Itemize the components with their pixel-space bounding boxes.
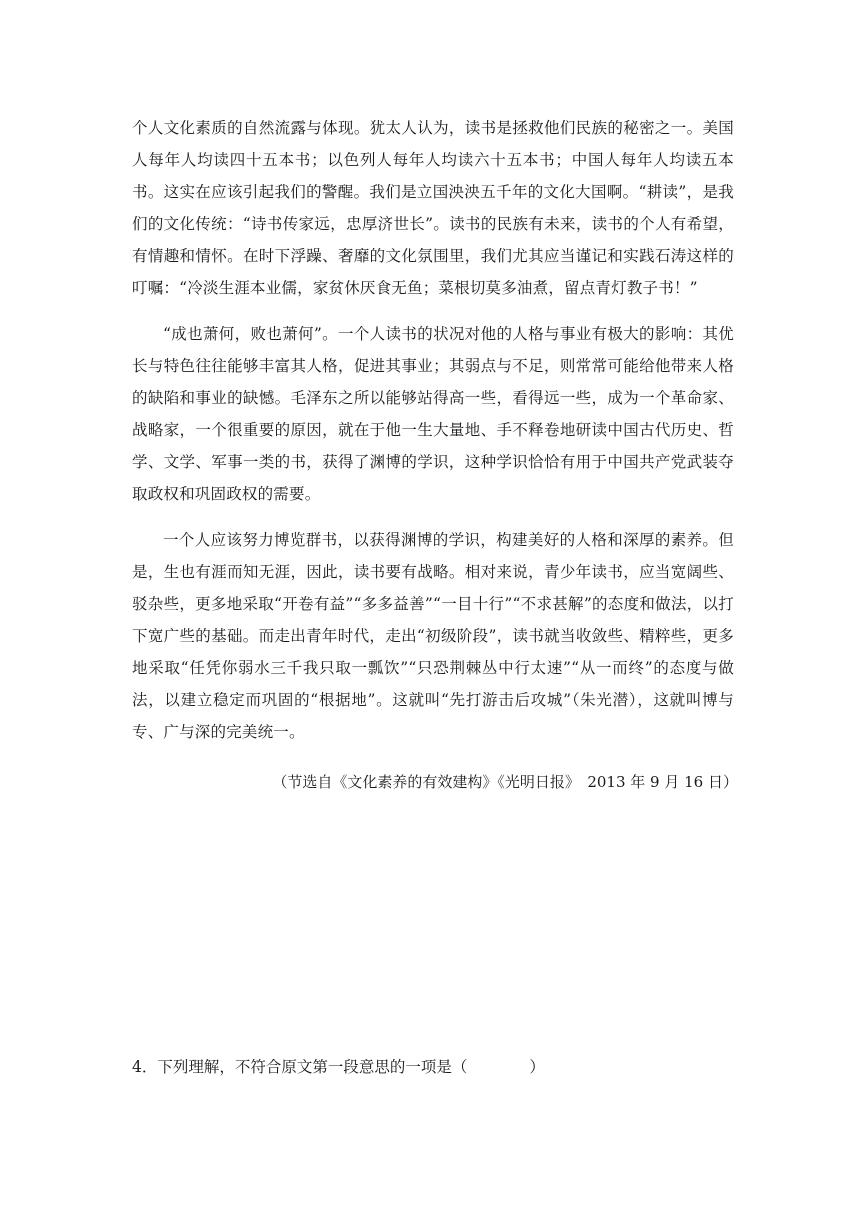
paragraph-1: 个人文化素质的自然流露与体现。犹太人认为，读书是拯救他们民族的秘密之一。美国人每年人均读四十五本书；以色列人每年人均读六十五本书；中国人每年人均读五本书。这实在应该引起我们的警醒。我们是立国泱泱五千年的文化大国啊。“耕读”，是我们的文化传统：“诗书传家远，忠厚济世长”。读书的民族有未来，读书的个人有希望，有情趣和情怀。在时下浮躁、奢靡的文化氛围里，我们尤其应当谨记和实践石涛这样的叮嘱：“冷淡生涯本业儒，家贫休厌食无鱼；菜根切莫多油煮，留点青灯教子书！”: [132, 119, 734, 297]
question-4: 4．下列理解，不符合原文第一段意思的一项是（ ）: [132, 1058, 545, 1076]
paragraph-3: 一个人应该努力博览群书，以获得渊博的学识，构建美好的人格和深厚的素养。但是，生也有涯而知无涯，因此，读书要有战略。相对来说，青少年读书，应当宽阔些、驳杂些，更多地采取“开卷有益”“多多益善”“一目十行”“不求甚解”的态度和做法，以打下宽广些的基础。而走出青年时代，走出“初级阶段”，读书就当收敛些、精粹些，更多地采取“任凭你弱水三千我只取一瓢饮”“只恐荆棘丛中行太速”“从一而终”的态度与做法，以建立稳定而巩固的“根据地”。这就叫“先打游击后攻城”（朱光潜），这就叫博与专、广与深的完美统一。: [132, 531, 734, 741]
article-body: [132, 112, 738, 798]
source-citation: （节选自《文化素养的有效建构》《光明日报》 2013 年 9 月 16 日）: [272, 773, 738, 791]
paragraph-2: “成也萧何，败也萧何”。一个人读书的状况对他的人格与事业有极大的影响：其优长与特色往往能够丰富其人格，促进其事业；其弱点与不足，则常常可能给他带来人格的缺陷和事业的缺憾。毛泽东之所以能够站得高一些，看得远一些，成为一个革命家、战略家，一个很重要的原因，就在于他一生大量地、手不释卷地研读中国古代历史、哲学、文学、军事一类的书，获得了渊博的学识，这种学识恰恰有用于中国共产党武装夺取政权和巩固政权的需要。: [132, 325, 734, 503]
